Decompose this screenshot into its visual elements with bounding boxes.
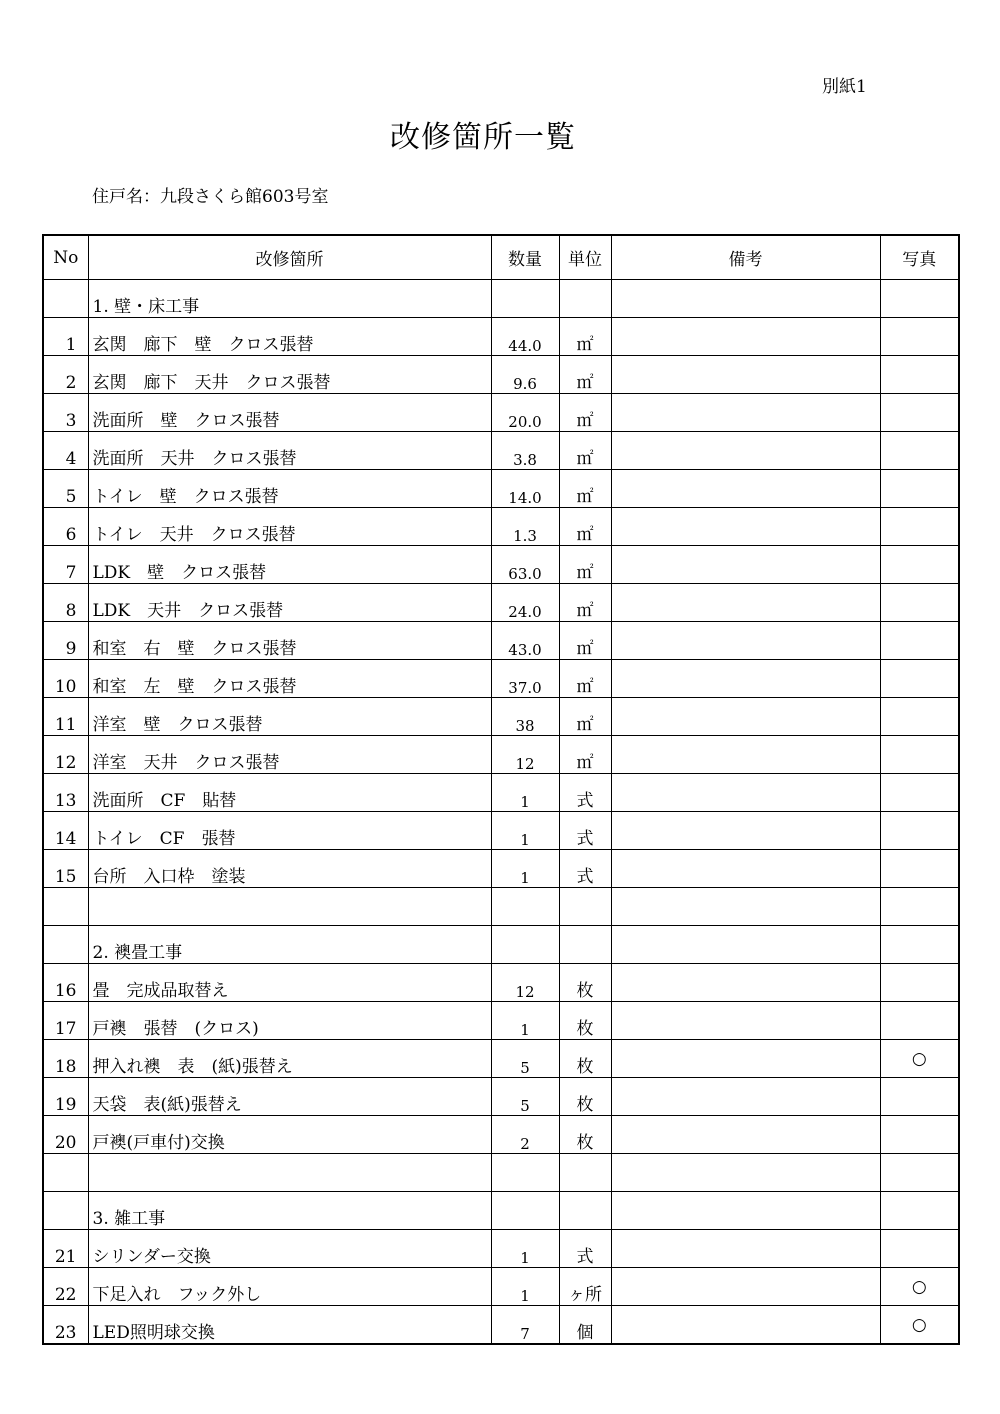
row-item [88, 1154, 491, 1192]
row-photo [880, 508, 959, 546]
row-remarks [611, 584, 880, 622]
table-row [43, 888, 959, 926]
row-item: LDK 壁 クロス張替 [88, 546, 491, 584]
row-qty [491, 280, 559, 318]
row-photo [880, 660, 959, 698]
row-photo [880, 1002, 959, 1040]
row-unit [559, 280, 611, 318]
row-no: 5 [43, 470, 88, 508]
row-qty: 1 [491, 812, 559, 850]
row-qty: 14.0 [491, 470, 559, 508]
row-item: シリンダー交換 [88, 1230, 491, 1268]
row-item: 2. 襖畳工事 [88, 926, 491, 964]
row-photo [880, 850, 959, 888]
row-no [43, 1154, 88, 1192]
row-item: 戸襖 張替 (クロス) [88, 1002, 491, 1040]
row-remarks [611, 926, 880, 964]
row-no: 16 [43, 964, 88, 1002]
header-no: No [43, 235, 88, 280]
row-no: 17 [43, 1002, 88, 1040]
row-no [43, 280, 88, 318]
row-remarks [611, 1306, 880, 1345]
table-row [43, 508, 959, 546]
row-qty: 20.0 [491, 394, 559, 432]
row-remarks [611, 812, 880, 850]
row-remarks [611, 850, 880, 888]
row-qty [491, 1154, 559, 1192]
row-no [43, 1192, 88, 1230]
row-qty: 1 [491, 850, 559, 888]
row-no: 10 [43, 660, 88, 698]
row-unit: 個 [559, 1306, 611, 1345]
row-photo [880, 1116, 959, 1154]
table-row [43, 356, 959, 394]
row-photo [880, 1192, 959, 1230]
table-row [43, 318, 959, 356]
table-row [43, 470, 959, 508]
row-unit: ㎡ [559, 432, 611, 470]
row-item: 畳 完成品取替え [88, 964, 491, 1002]
row-remarks [611, 1268, 880, 1306]
row-qty: 1.3 [491, 508, 559, 546]
row-qty: 1 [491, 1230, 559, 1268]
row-qty: 9.6 [491, 356, 559, 394]
row-photo [880, 584, 959, 622]
row-unit [559, 1154, 611, 1192]
row-unit: 式 [559, 812, 611, 850]
table-row [43, 1268, 959, 1306]
row-no: 19 [43, 1078, 88, 1116]
row-photo: ○ [880, 1306, 959, 1345]
row-item: 台所 入口枠 塗装 [88, 850, 491, 888]
row-unit: ㎡ [559, 622, 611, 660]
table-row [43, 964, 959, 1002]
row-unit: ㎡ [559, 470, 611, 508]
row-unit: 式 [559, 774, 611, 812]
table-row [43, 394, 959, 432]
row-qty: 2 [491, 1116, 559, 1154]
row-no: 22 [43, 1268, 88, 1306]
row-unit: 式 [559, 850, 611, 888]
row-remarks [611, 394, 880, 432]
row-no: 11 [43, 698, 88, 736]
row-remarks [611, 964, 880, 1002]
row-remarks [611, 1078, 880, 1116]
table-row [43, 546, 959, 584]
row-no: 7 [43, 546, 88, 584]
row-no: 3 [43, 394, 88, 432]
row-item: 3. 雑工事 [88, 1192, 491, 1230]
row-unit: ㎡ [559, 356, 611, 394]
table-row [43, 1040, 959, 1078]
row-photo [880, 1154, 959, 1192]
row-no: 20 [43, 1116, 88, 1154]
row-qty: 12 [491, 964, 559, 1002]
row-item: 玄関 廊下 壁 クロス張替 [88, 318, 491, 356]
row-photo [880, 356, 959, 394]
row-photo: ○ [880, 1040, 959, 1078]
row-unit: 枚 [559, 1040, 611, 1078]
row-qty: 7 [491, 1306, 559, 1345]
row-remarks [611, 280, 880, 318]
row-unit: 枚 [559, 1116, 611, 1154]
row-item: 戸襖(戸車付)交換 [88, 1116, 491, 1154]
row-unit: ㎡ [559, 584, 611, 622]
row-no: 4 [43, 432, 88, 470]
row-qty: 1 [491, 1002, 559, 1040]
row-no: 6 [43, 508, 88, 546]
table-row [43, 1306, 959, 1345]
row-remarks [611, 432, 880, 470]
row-item: 天袋 表(紙)張替え [88, 1078, 491, 1116]
row-remarks [611, 888, 880, 926]
row-qty: 37.0 [491, 660, 559, 698]
row-unit: ヶ所 [559, 1268, 611, 1306]
table-header-row [43, 235, 959, 280]
row-qty: 1 [491, 774, 559, 812]
row-photo [880, 1230, 959, 1268]
row-no: 15 [43, 850, 88, 888]
row-remarks [611, 622, 880, 660]
row-unit: 枚 [559, 1078, 611, 1116]
row-unit [559, 926, 611, 964]
header-photo: 写真 [880, 235, 959, 280]
row-no: 21 [43, 1230, 88, 1268]
row-photo [880, 546, 959, 584]
row-photo [880, 736, 959, 774]
table-row [43, 698, 959, 736]
row-remarks [611, 1040, 880, 1078]
row-item [88, 888, 491, 926]
table-row [43, 1154, 959, 1192]
row-photo [880, 280, 959, 318]
row-item: 和室 右 壁 クロス張替 [88, 622, 491, 660]
row-item: トイレ CF 張替 [88, 812, 491, 850]
row-no: 8 [43, 584, 88, 622]
table-row [43, 660, 959, 698]
row-item: 押入れ襖 表 (紙)張替え [88, 1040, 491, 1078]
header-qty: 数量 [491, 235, 559, 280]
row-remarks [611, 660, 880, 698]
row-remarks [611, 1116, 880, 1154]
row-item: 洗面所 CF 貼替 [88, 774, 491, 812]
row-item: 洋室 天井 クロス張替 [88, 736, 491, 774]
row-qty [491, 1192, 559, 1230]
row-remarks [611, 698, 880, 736]
header-unit: 単位 [559, 235, 611, 280]
row-remarks [611, 774, 880, 812]
row-photo [880, 926, 959, 964]
row-unit [559, 888, 611, 926]
row-qty: 3.8 [491, 432, 559, 470]
row-photo [880, 888, 959, 926]
row-no: 13 [43, 774, 88, 812]
table-row [43, 622, 959, 660]
row-photo [880, 622, 959, 660]
row-remarks [611, 1192, 880, 1230]
row-item: 洋室 壁 クロス張替 [88, 698, 491, 736]
row-qty [491, 926, 559, 964]
table-row [43, 584, 959, 622]
row-qty: 44.0 [491, 318, 559, 356]
row-photo [880, 432, 959, 470]
header-remarks: 備考 [611, 235, 880, 280]
row-qty: 43.0 [491, 622, 559, 660]
row-no: 23 [43, 1306, 88, 1345]
table-row [43, 1230, 959, 1268]
renovation-table [42, 234, 960, 1345]
row-remarks [611, 1230, 880, 1268]
row-item: トイレ 天井 クロス張替 [88, 508, 491, 546]
row-remarks [611, 318, 880, 356]
row-item: 下足入れ フック外し [88, 1268, 491, 1306]
row-remarks [611, 1002, 880, 1040]
row-item: 1. 壁・床工事 [88, 280, 491, 318]
table-row [43, 1116, 959, 1154]
row-item: LDK 天井 クロス張替 [88, 584, 491, 622]
row-qty: 63.0 [491, 546, 559, 584]
row-no: 1 [43, 318, 88, 356]
row-unit: ㎡ [559, 736, 611, 774]
row-remarks [611, 1154, 880, 1192]
row-remarks [611, 508, 880, 546]
row-item: LED照明球交換 [88, 1306, 491, 1345]
table-row [43, 1078, 959, 1116]
row-no: 14 [43, 812, 88, 850]
address-line: 住戸名：九段さくら館603号室 [92, 187, 329, 207]
table-row [43, 926, 959, 964]
table-body [43, 235, 959, 1344]
row-item: 洗面所 壁 クロス張替 [88, 394, 491, 432]
table-row [43, 850, 959, 888]
row-no [43, 888, 88, 926]
row-photo [880, 812, 959, 850]
row-no [43, 926, 88, 964]
row-unit: 枚 [559, 1002, 611, 1040]
row-unit: ㎡ [559, 394, 611, 432]
row-item: 洗面所 天井 クロス張替 [88, 432, 491, 470]
row-unit: 式 [559, 1230, 611, 1268]
row-unit: ㎡ [559, 698, 611, 736]
row-no: 12 [43, 736, 88, 774]
row-unit: ㎡ [559, 318, 611, 356]
row-item: トイレ 壁 クロス張替 [88, 470, 491, 508]
attachment-label: 別紙1 [822, 77, 867, 97]
row-qty: 38 [491, 698, 559, 736]
row-remarks [611, 356, 880, 394]
row-item: 和室 左 壁 クロス張替 [88, 660, 491, 698]
header-item: 改修箇所 [88, 235, 491, 280]
row-photo [880, 774, 959, 812]
row-photo [880, 394, 959, 432]
row-unit: ㎡ [559, 546, 611, 584]
row-remarks [611, 470, 880, 508]
row-no: 2 [43, 356, 88, 394]
row-no: 18 [43, 1040, 88, 1078]
row-qty [491, 888, 559, 926]
row-unit: 枚 [559, 964, 611, 1002]
table-row [43, 774, 959, 812]
row-qty: 24.0 [491, 584, 559, 622]
row-unit: ㎡ [559, 660, 611, 698]
row-remarks [611, 546, 880, 584]
row-qty: 1 [491, 1268, 559, 1306]
row-photo [880, 1078, 959, 1116]
table-row [43, 432, 959, 470]
row-remarks [611, 736, 880, 774]
row-unit [559, 1192, 611, 1230]
table-row [43, 1002, 959, 1040]
table-row [43, 1192, 959, 1230]
row-unit: ㎡ [559, 508, 611, 546]
row-photo: ○ [880, 1268, 959, 1306]
table-row [43, 736, 959, 774]
row-qty: 12 [491, 736, 559, 774]
row-photo [880, 318, 959, 356]
row-qty: 5 [491, 1040, 559, 1078]
row-photo [880, 964, 959, 1002]
row-item: 玄関 廊下 天井 クロス張替 [88, 356, 491, 394]
table-row [43, 280, 959, 318]
document-title: 改修箇所一覧 [390, 120, 576, 155]
row-no: 9 [43, 622, 88, 660]
row-qty: 5 [491, 1078, 559, 1116]
row-photo [880, 698, 959, 736]
row-photo [880, 470, 959, 508]
table-row [43, 812, 959, 850]
